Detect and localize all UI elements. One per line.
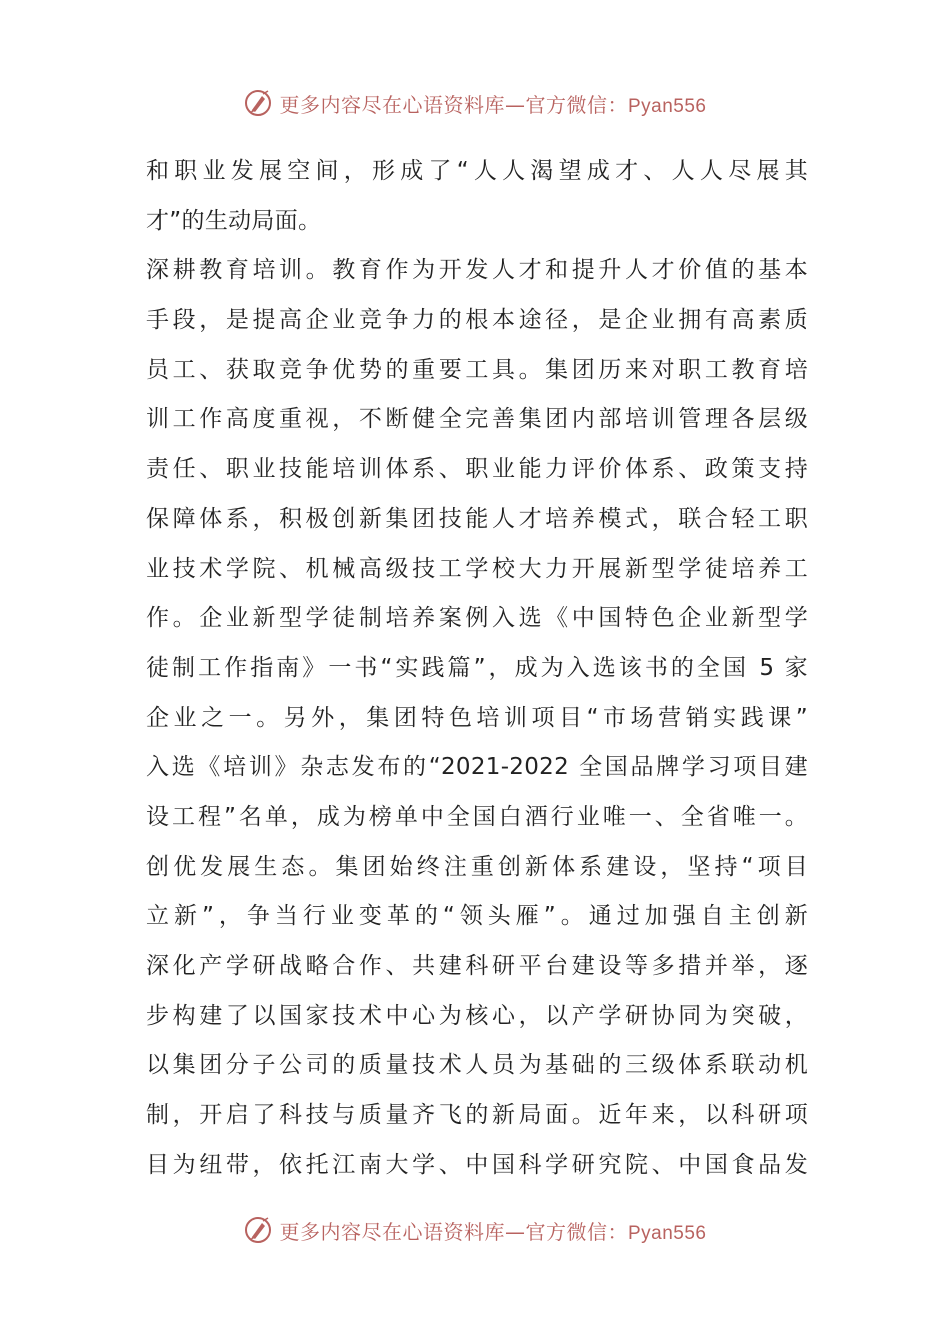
text-line: 创优发展生态。集团始终注重创新体系建设，坚持“项目 (146, 853, 808, 880)
banner-official-label: 官方微信： (525, 1219, 628, 1244)
text-line: 目为纽带，依托江南大学、中国科学研究院、中国食品发 (146, 1151, 808, 1178)
pen-nib-logo-icon (243, 1215, 273, 1245)
text-line: 徒制工作指南》一书“实践篇”，成为入选该书的全国 5 家 (146, 654, 808, 681)
text-line: 立新”，争当行业变革的“领头雁”。通过加强自主创新 (146, 903, 808, 930)
banner-main-text: 更多内容尽在心语资料库 (279, 1219, 505, 1244)
text-line: 入选《培训》杂志发布的“2021-2022 全国品牌学习项目建 (146, 754, 808, 781)
text-line: 以集团分子公司的质量技术人员为基础的三级体系联动机 (146, 1052, 808, 1079)
text-line: 深化产学研战略合作、共建科研平台建设等多措并举，逐 (146, 953, 808, 979)
text-line: 业技术学院、机械高级技工学校大力开展新型学徒培养工 (146, 555, 808, 582)
text-line: 企业之一。另外，集团特色培训项目“市场营销实践课” (146, 704, 808, 731)
text-line: 制，开启了科技与质量齐飞的新局面。近年来，以科研项 (146, 1102, 808, 1129)
footer-banner (0, 1210, 950, 1250)
pen-nib-logo-icon (243, 88, 273, 118)
text-line: 步构建了以国家技术中心为核心，以产学研协同为突破， (146, 1002, 808, 1029)
text-line: 训工作高度重视，不断健全完善集团内部培训管理各层级 (146, 406, 808, 433)
text-line: 责任、职业技能培训体系、职业能力评价体系、政策支持 (146, 456, 808, 483)
text-line: 手段，是提高企业竞争力的根本途径，是企业拥有高素质 (146, 307, 808, 334)
banner-wechat-id: Pyan556 (627, 1222, 707, 1244)
banner-separator: — (504, 92, 526, 117)
header-banner (0, 83, 950, 123)
banner-text (279, 89, 706, 118)
banner-main-text: 更多内容尽在心语资料库 (279, 92, 505, 117)
banner-official-label: 官方微信： (525, 92, 628, 117)
banner-text (279, 1216, 706, 1245)
text-line: 保障体系，积极创新集团技能人才培养模式，联合轻工职 (146, 505, 808, 532)
banner-separator: — (504, 1219, 526, 1244)
document-body (146, 147, 808, 1190)
text-line: 和职业发展空间，形成了“人人渴望成才、人人尽展其 (146, 158, 808, 184)
text-line: 才”的生动局面。 (146, 207, 322, 234)
text-line: 作。企业新型学徒制培养案例入选《中国特色企业新型学 (146, 605, 808, 632)
text-line: 员工、获取竞争优势的重要工具。集团历来对职工教育培 (146, 356, 808, 383)
text-line: 深耕教育培训。教育作为开发人才和提升人才价值的基本 (146, 257, 808, 284)
text-line: 设工程”名单，成为榜单中全国白酒行业唯一、全省唯一。 (146, 803, 808, 830)
banner-wechat-id: Pyan556 (627, 95, 707, 117)
